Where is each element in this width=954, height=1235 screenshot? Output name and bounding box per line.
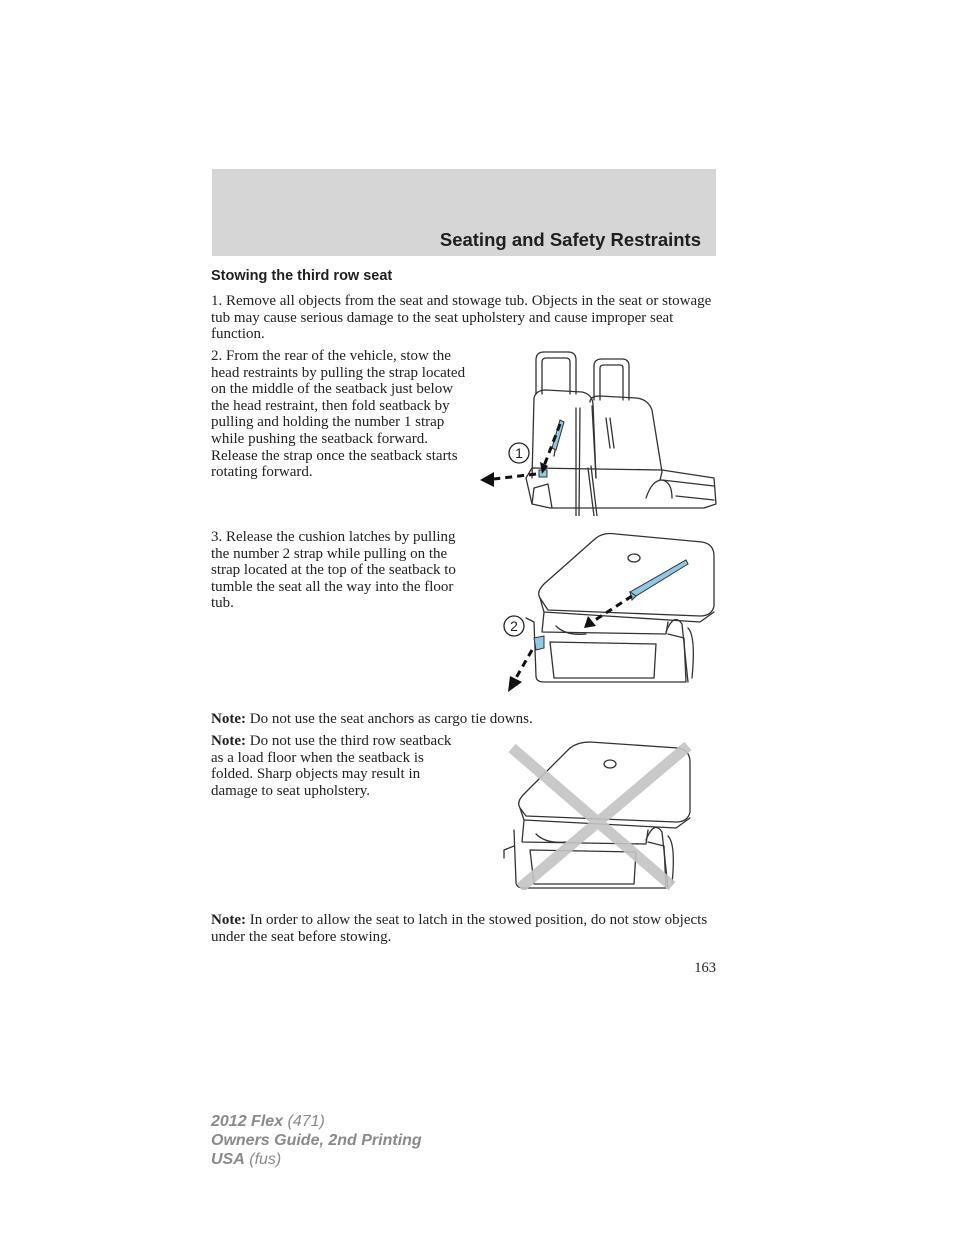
footer-guide: Owners Guide, 2nd Printing xyxy=(211,1132,422,1149)
footer-line-guide xyxy=(211,1131,422,1150)
footer-model: 2012 Flex xyxy=(211,1113,284,1130)
footer-line-market xyxy=(211,1150,422,1169)
subheading: Stowing the third row seat xyxy=(211,268,393,284)
note-stow-objects xyxy=(211,912,717,945)
footer xyxy=(211,1112,422,1169)
note-load-floor xyxy=(211,733,461,799)
callout-2-label: 2 xyxy=(510,618,518,634)
step-1-text: 1. Remove all objects from the seat and stowage tub. Objects in the seat or stowage tub may cause serious damage to the seat upholstery and cause improper seat function. xyxy=(211,293,712,343)
callout-1-label: 1 xyxy=(515,445,523,461)
figure-fold-seatback xyxy=(476,348,720,516)
section-title: Seating and Safety Restraints xyxy=(439,229,701,250)
page-number: 163 xyxy=(694,960,716,976)
note-text: Do not use the third row seatback as a load floor when the seatback is folded. Sharp objects may result in damage to seat upholstery. xyxy=(211,733,452,799)
note-cargo-tie-downs xyxy=(211,711,717,728)
note-label: Note: xyxy=(211,733,246,749)
note-text: In order to allow the seat to latch in the stowed position, do not stow objects under the seat before stowing. xyxy=(211,912,708,945)
figure-no-load-floor xyxy=(496,738,696,890)
note-text: Do not use the seat anchors as cargo tie downs. xyxy=(245,711,533,727)
step-2-text: 2. From the rear of the vehicle, stow the head restraints by pulling the strap located on the middle of the seatback just below the head restraint, then fold seatback by pulling and holding the number 1 strap while pushing the seatback forward. Release the strap once the seatback starts rotating forward. xyxy=(211,348,466,481)
step-3-text: 3. Release the cushion latches by pulling the number 2 strap while pulling on the strap located at the top of the seatback to tumble the seat all the way into the floor tub. xyxy=(211,529,456,612)
note-label: Note: xyxy=(211,912,246,928)
note-label: Note: xyxy=(211,711,246,727)
section-header-band xyxy=(212,169,716,256)
footer-market: USA xyxy=(211,1151,245,1168)
footer-market-code: (fus) xyxy=(249,1151,282,1168)
footer-line-model xyxy=(211,1112,422,1131)
figure-tumble-seat xyxy=(496,532,718,696)
footer-model-code: (471) xyxy=(287,1113,325,1130)
